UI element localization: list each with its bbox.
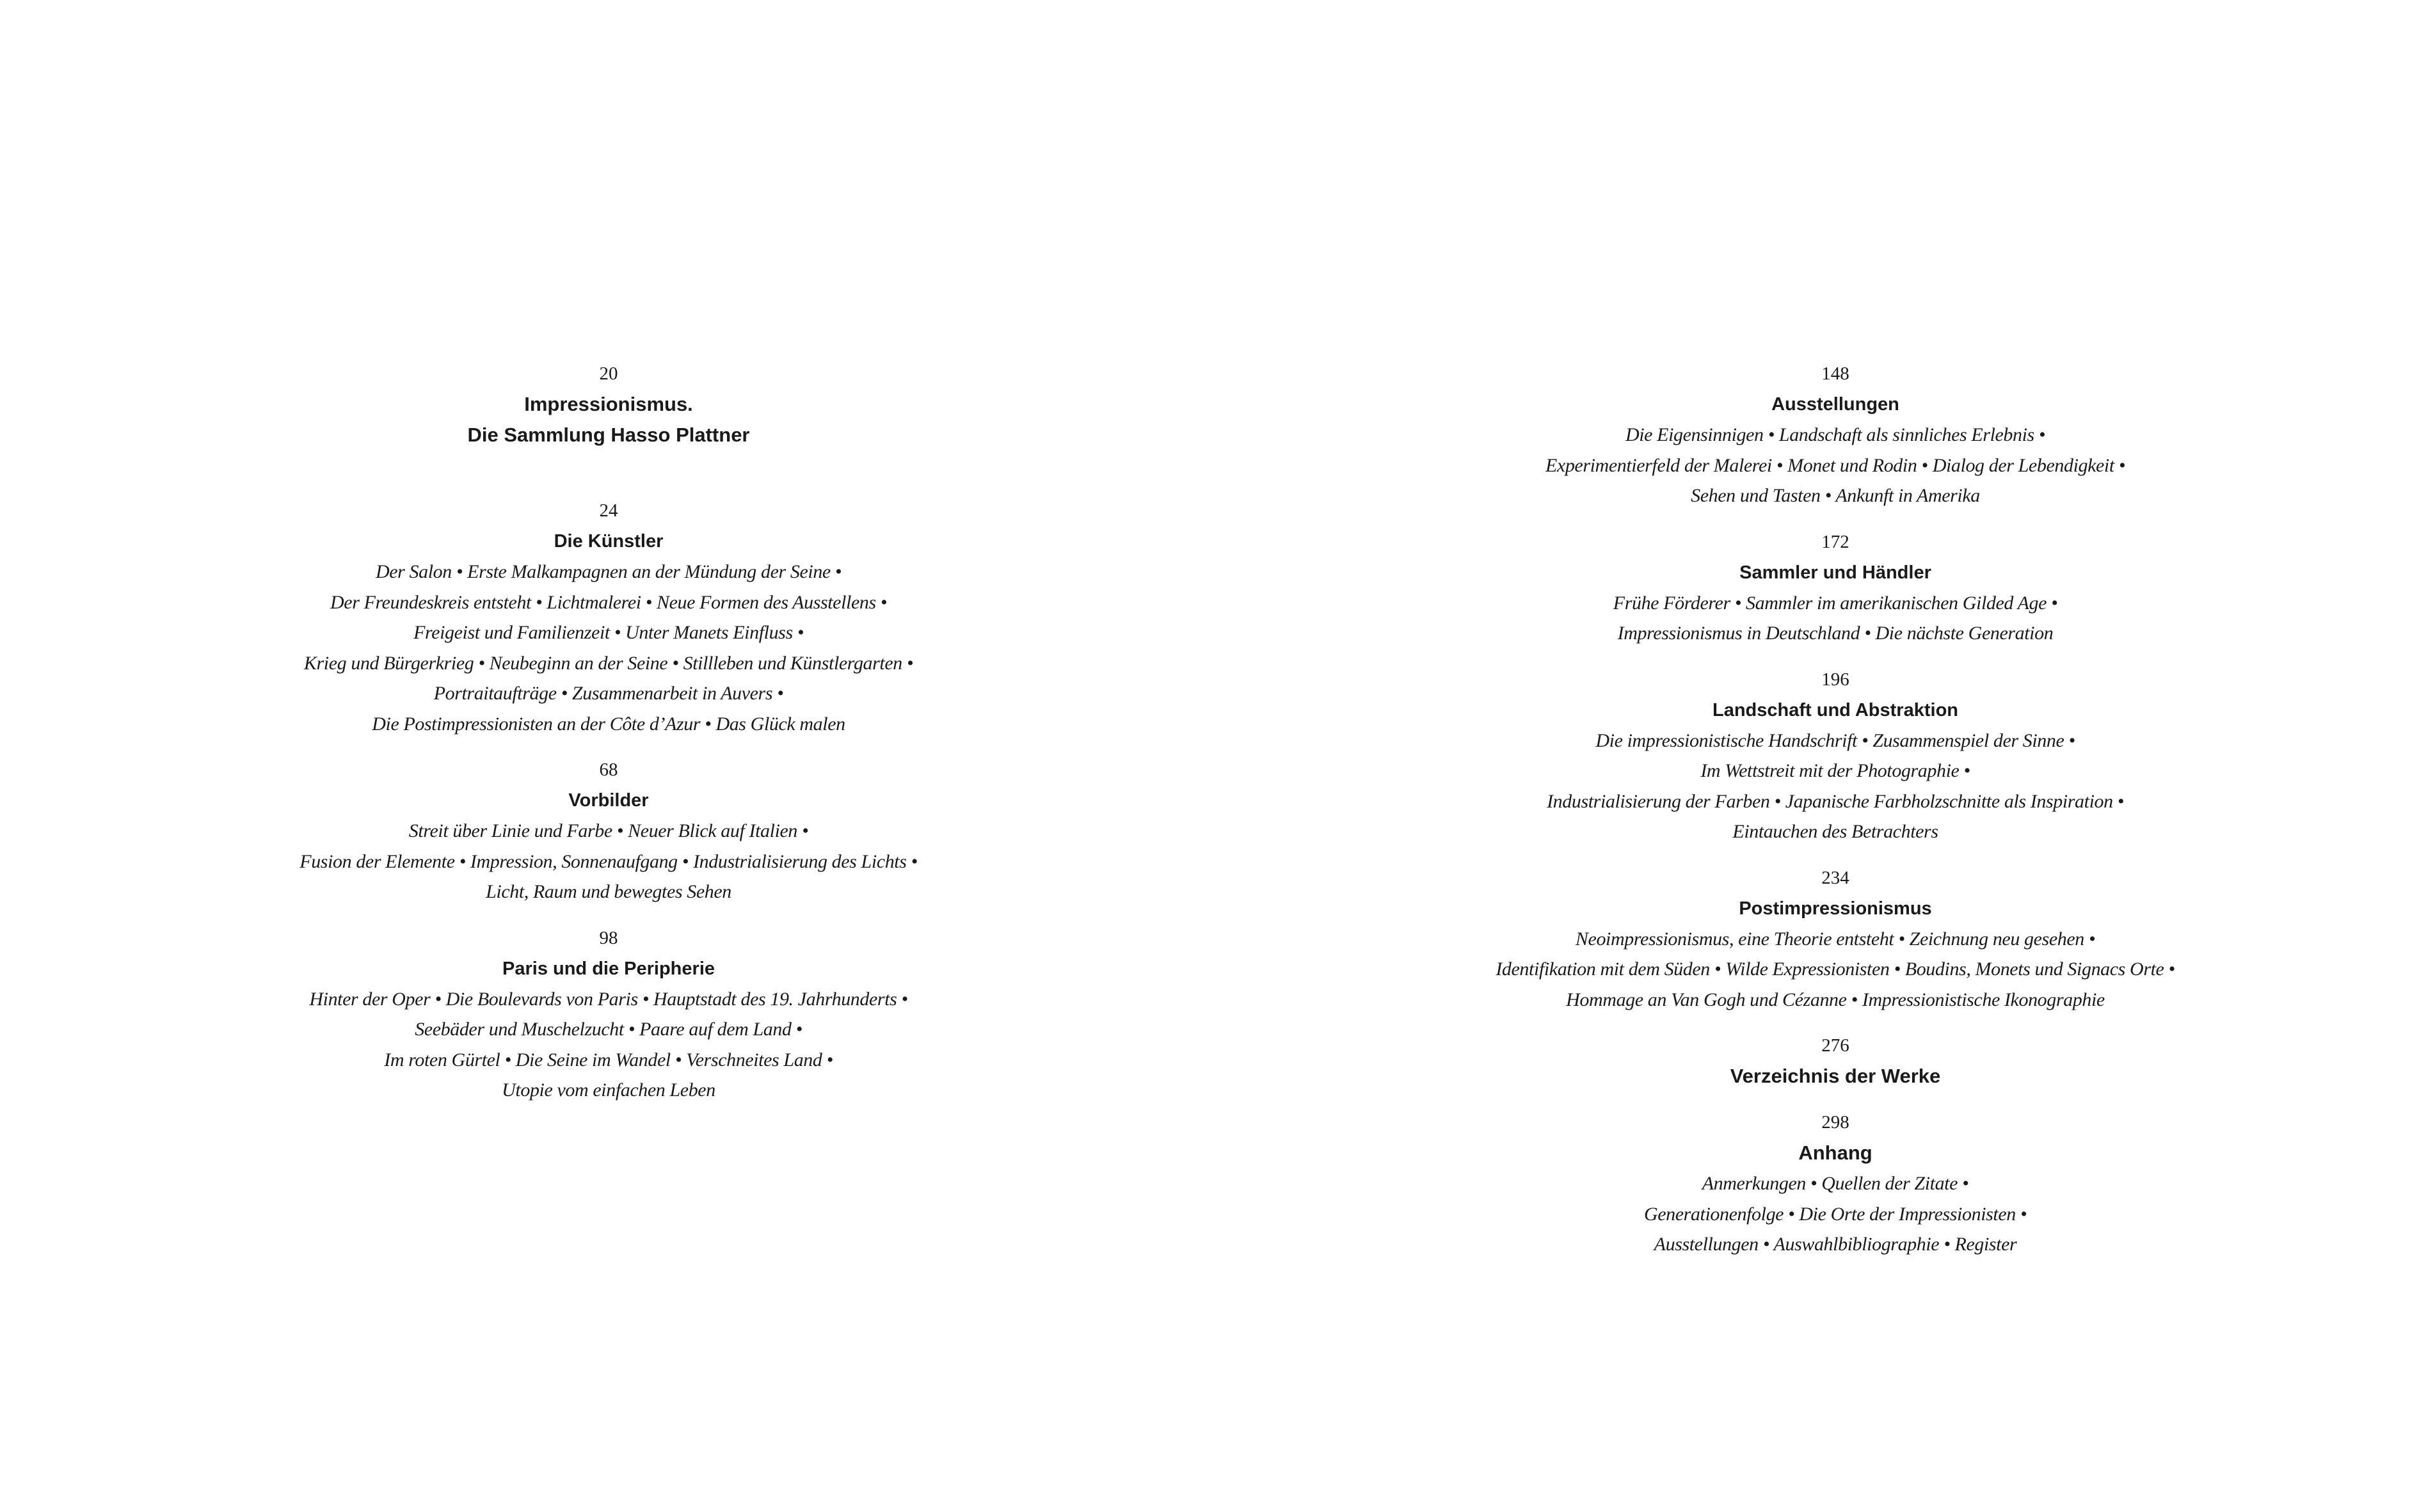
section-list-line: Der Salon • Erste Malkampagnen an der Mündung der Seine •	[375, 561, 842, 582]
section-list-line: Im Wettstreit mit der Photographie •	[1700, 760, 1970, 781]
page-number: 276	[1821, 1035, 1849, 1056]
chapter-title: Sammler und Händler	[1739, 562, 1931, 583]
toc-left-column	[161, 358, 1057, 1121]
toc-entry	[161, 495, 1057, 739]
toc-entry	[1387, 527, 2283, 649]
section-list-line: Krieg und Bürgerkrieg • Neubeginn an der Seine • Stillleben und Künstlergarten •	[303, 652, 914, 674]
section-list-line: Ausstellungen • Auswahlbibliographie • Register	[1654, 1234, 2017, 1255]
section-list-line: Hinter der Oper • Die Boulevards von Paris • Hauptstadt des 19. Jahrhunderts •	[309, 988, 908, 1010]
chapter-title: Verzeichnis der Werke	[1730, 1065, 1941, 1087]
section-list-line: Fusion der Elemente • Impression, Sonnenaufgang • Industrialisierung des Lichts •	[299, 850, 918, 872]
page-number: 234	[1821, 867, 1849, 888]
section-list-line: Die Eigensinnigen • Landschaft als sinnliches Erlebnis •	[1625, 424, 2046, 445]
page-number: 20	[599, 363, 618, 384]
section-list-line: Identifikation mit dem Süden • Wilde Expressionisten • Boudins, Monets und Signacs Orte •	[1496, 959, 2175, 980]
section-list-line: Impressionismus in Deutschland • Die nächste Generation	[1617, 623, 2054, 644]
chapter-title: Anhang	[1798, 1142, 1872, 1164]
toc-entry	[161, 923, 1057, 1106]
book-title-line: Impressionismus.	[524, 393, 693, 415]
section-list-line: Der Freundeskreis entsteht • Lichtmalerei • Neue Formen des Ausstellens •	[330, 591, 887, 613]
toc-entry	[1387, 358, 2283, 511]
section-list-line: Hommage an Van Gogh und Cézanne • Impressionistische Ikonographie	[1566, 989, 2105, 1010]
toc-entry	[161, 754, 1057, 907]
toc-entry	[1387, 664, 2283, 847]
section-list-line: Eintauchen des Betrachters	[1732, 821, 1938, 842]
section-list-line: Streit über Linie und Farbe • Neuer Blick auf Italien •	[408, 820, 809, 841]
section-list-line: Licht, Raum und bewegtes Sehen	[486, 881, 731, 902]
toc-entry	[1387, 863, 2283, 1015]
chapter-title: Die Künstler	[554, 531, 664, 552]
book-title-line: Die Sammlung Hasso Plattner	[467, 424, 750, 446]
page-number: 298	[1821, 1112, 1849, 1133]
page-number: 24	[599, 500, 618, 521]
section-list-line: Sehen und Tasten • Ankunft in Amerika	[1691, 485, 1980, 506]
chapter-title: Paris und die Peripherie	[502, 958, 715, 979]
page-number: 148	[1821, 363, 1849, 384]
section-list-line: Im roten Gürtel • Die Seine im Wandel • Verschneites Land •	[384, 1049, 833, 1070]
toc-entry	[1387, 1030, 2283, 1092]
section-list-line: Die Postimpressionisten an der Côte d’Azur • Das Glück malen	[372, 713, 845, 735]
section-list-line: Utopie vom einfachen Leben	[502, 1079, 715, 1101]
section-list-line: Anmerkungen • Quellen der Zitate •	[1702, 1173, 1969, 1194]
page-number: 68	[599, 760, 618, 780]
section-list-line: Die impressionistische Handschrift • Zusammenspiel der Sinne •	[1595, 729, 2075, 751]
chapter-title: Vorbilder	[568, 790, 649, 811]
toc-entry	[1387, 1107, 2283, 1260]
section-list-line: Seebäder und Muschelzucht • Paare auf dem Land •	[415, 1019, 802, 1040]
page-number: 196	[1821, 669, 1849, 690]
section-list-line: Generationenfolge • Die Orte der Impressionisten •	[1643, 1203, 2027, 1225]
page-number: 98	[599, 927, 618, 948]
chapter-title: Landschaft und Abstraktion	[1712, 699, 1958, 720]
section-list-line: Neoimpressionismus, eine Theorie entsteht • Zeichnung neu gesehen •	[1575, 928, 2096, 950]
section-list-line: Industrialisierung der Farben • Japanische Farbholzschnitte als Inspiration •	[1547, 790, 2124, 812]
section-list-line: Freigeist und Familienzeit • Unter Manets Einfluss •	[413, 622, 804, 643]
section-list-line: Portraitaufträge • Zusammenarbeit in Auvers •	[433, 683, 784, 704]
section-list-line: Frühe Förderer • Sammler im amerikanischen Gilded Age •	[1613, 592, 2058, 614]
chapter-title: Postimpressionismus	[1739, 898, 1932, 919]
toc-right-column	[1387, 358, 2283, 1275]
page-number: 172	[1821, 531, 1849, 552]
chapter-title: Ausstellungen	[1771, 394, 1899, 415]
section-list-line: Experimentierfeld der Malerei • Monet und Rodin • Dialog der Lebendigkeit •	[1545, 454, 2126, 476]
toc-entry	[161, 358, 1057, 450]
